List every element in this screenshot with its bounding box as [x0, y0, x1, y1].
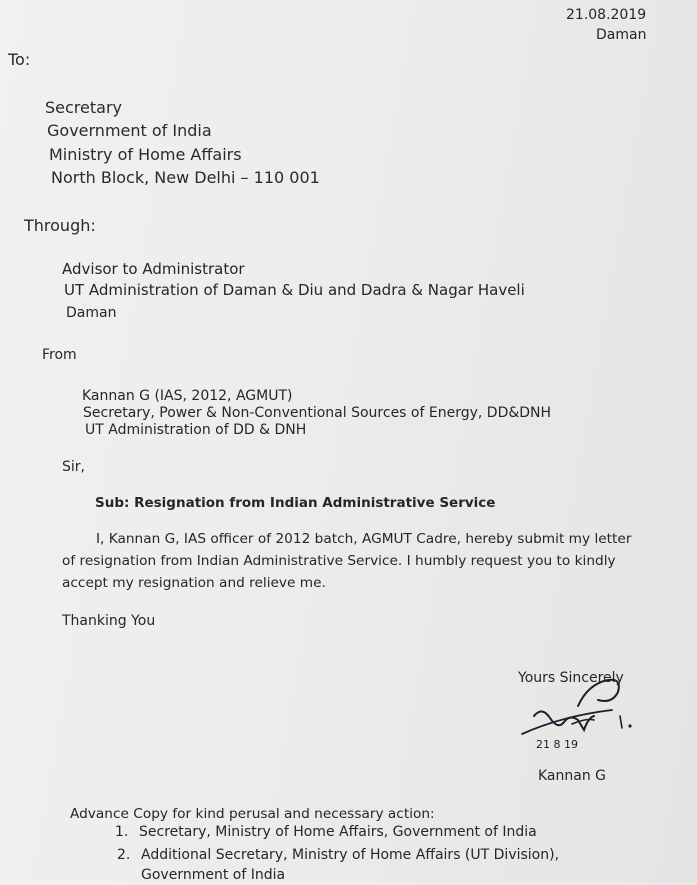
thanks-line: Thanking You: [62, 613, 156, 629]
signature-date: 21 8 19: [536, 738, 578, 751]
signature-mark: [512, 676, 642, 766]
letter-place: Daman: [596, 27, 647, 43]
from-line-3: UT Administration of DD & DNH: [85, 422, 307, 438]
subject-line: Sub: Resignation from Indian Administrative Service: [95, 495, 496, 511]
through-line-3: Daman: [66, 305, 117, 321]
letter-body: I, Kannan G, IAS officer of 2012 batch, AGMUT Cadre, hereby submit my letter of resignation from Indian Administrative Service. I humbly request you to kindly accept my resignation and relieve me.: [62, 531, 632, 591]
letter-date: 21.08.2019: [566, 7, 647, 23]
through-line-2: UT Administration of Daman & Diu and Dadra & Nagar Haveli: [64, 281, 525, 299]
salutation: Sir,: [62, 459, 85, 475]
closing-line: Yours Sincerely: [518, 670, 624, 686]
through-label: Through:: [24, 216, 96, 235]
copy-item-text: Secretary, Ministry of Home Affairs, Government of India: [139, 824, 537, 840]
copy-item-number: 2.: [117, 847, 131, 863]
from-line-2: Secretary, Power & Non-Conventional Sources of Energy, DD&DNH: [83, 405, 552, 421]
through-line-1: Advisor to Administrator: [62, 260, 245, 278]
to-line-4: North Block, New Delhi – 110 001: [51, 168, 320, 187]
from-line-1: Kannan G (IAS, 2012, AGMUT): [82, 388, 293, 404]
copy-heading: Advance Copy for kind perusal and necessary action:: [70, 806, 435, 822]
copy-item-1: [115, 822, 635, 842]
copy-item-2: [117, 845, 641, 885]
to-line-3: Ministry of Home Affairs: [49, 145, 242, 164]
to-label: To:: [8, 50, 31, 69]
to-line-2: Government of India: [47, 121, 212, 140]
signatory-name: Kannan G: [538, 768, 607, 784]
to-line-1: Secretary: [45, 98, 122, 117]
copy-item-number: 1.: [115, 824, 129, 840]
from-label: From: [42, 347, 77, 363]
copy-item-text: Additional Secretary, Ministry of Home Affairs (UT Division), Government of India: [141, 847, 560, 883]
